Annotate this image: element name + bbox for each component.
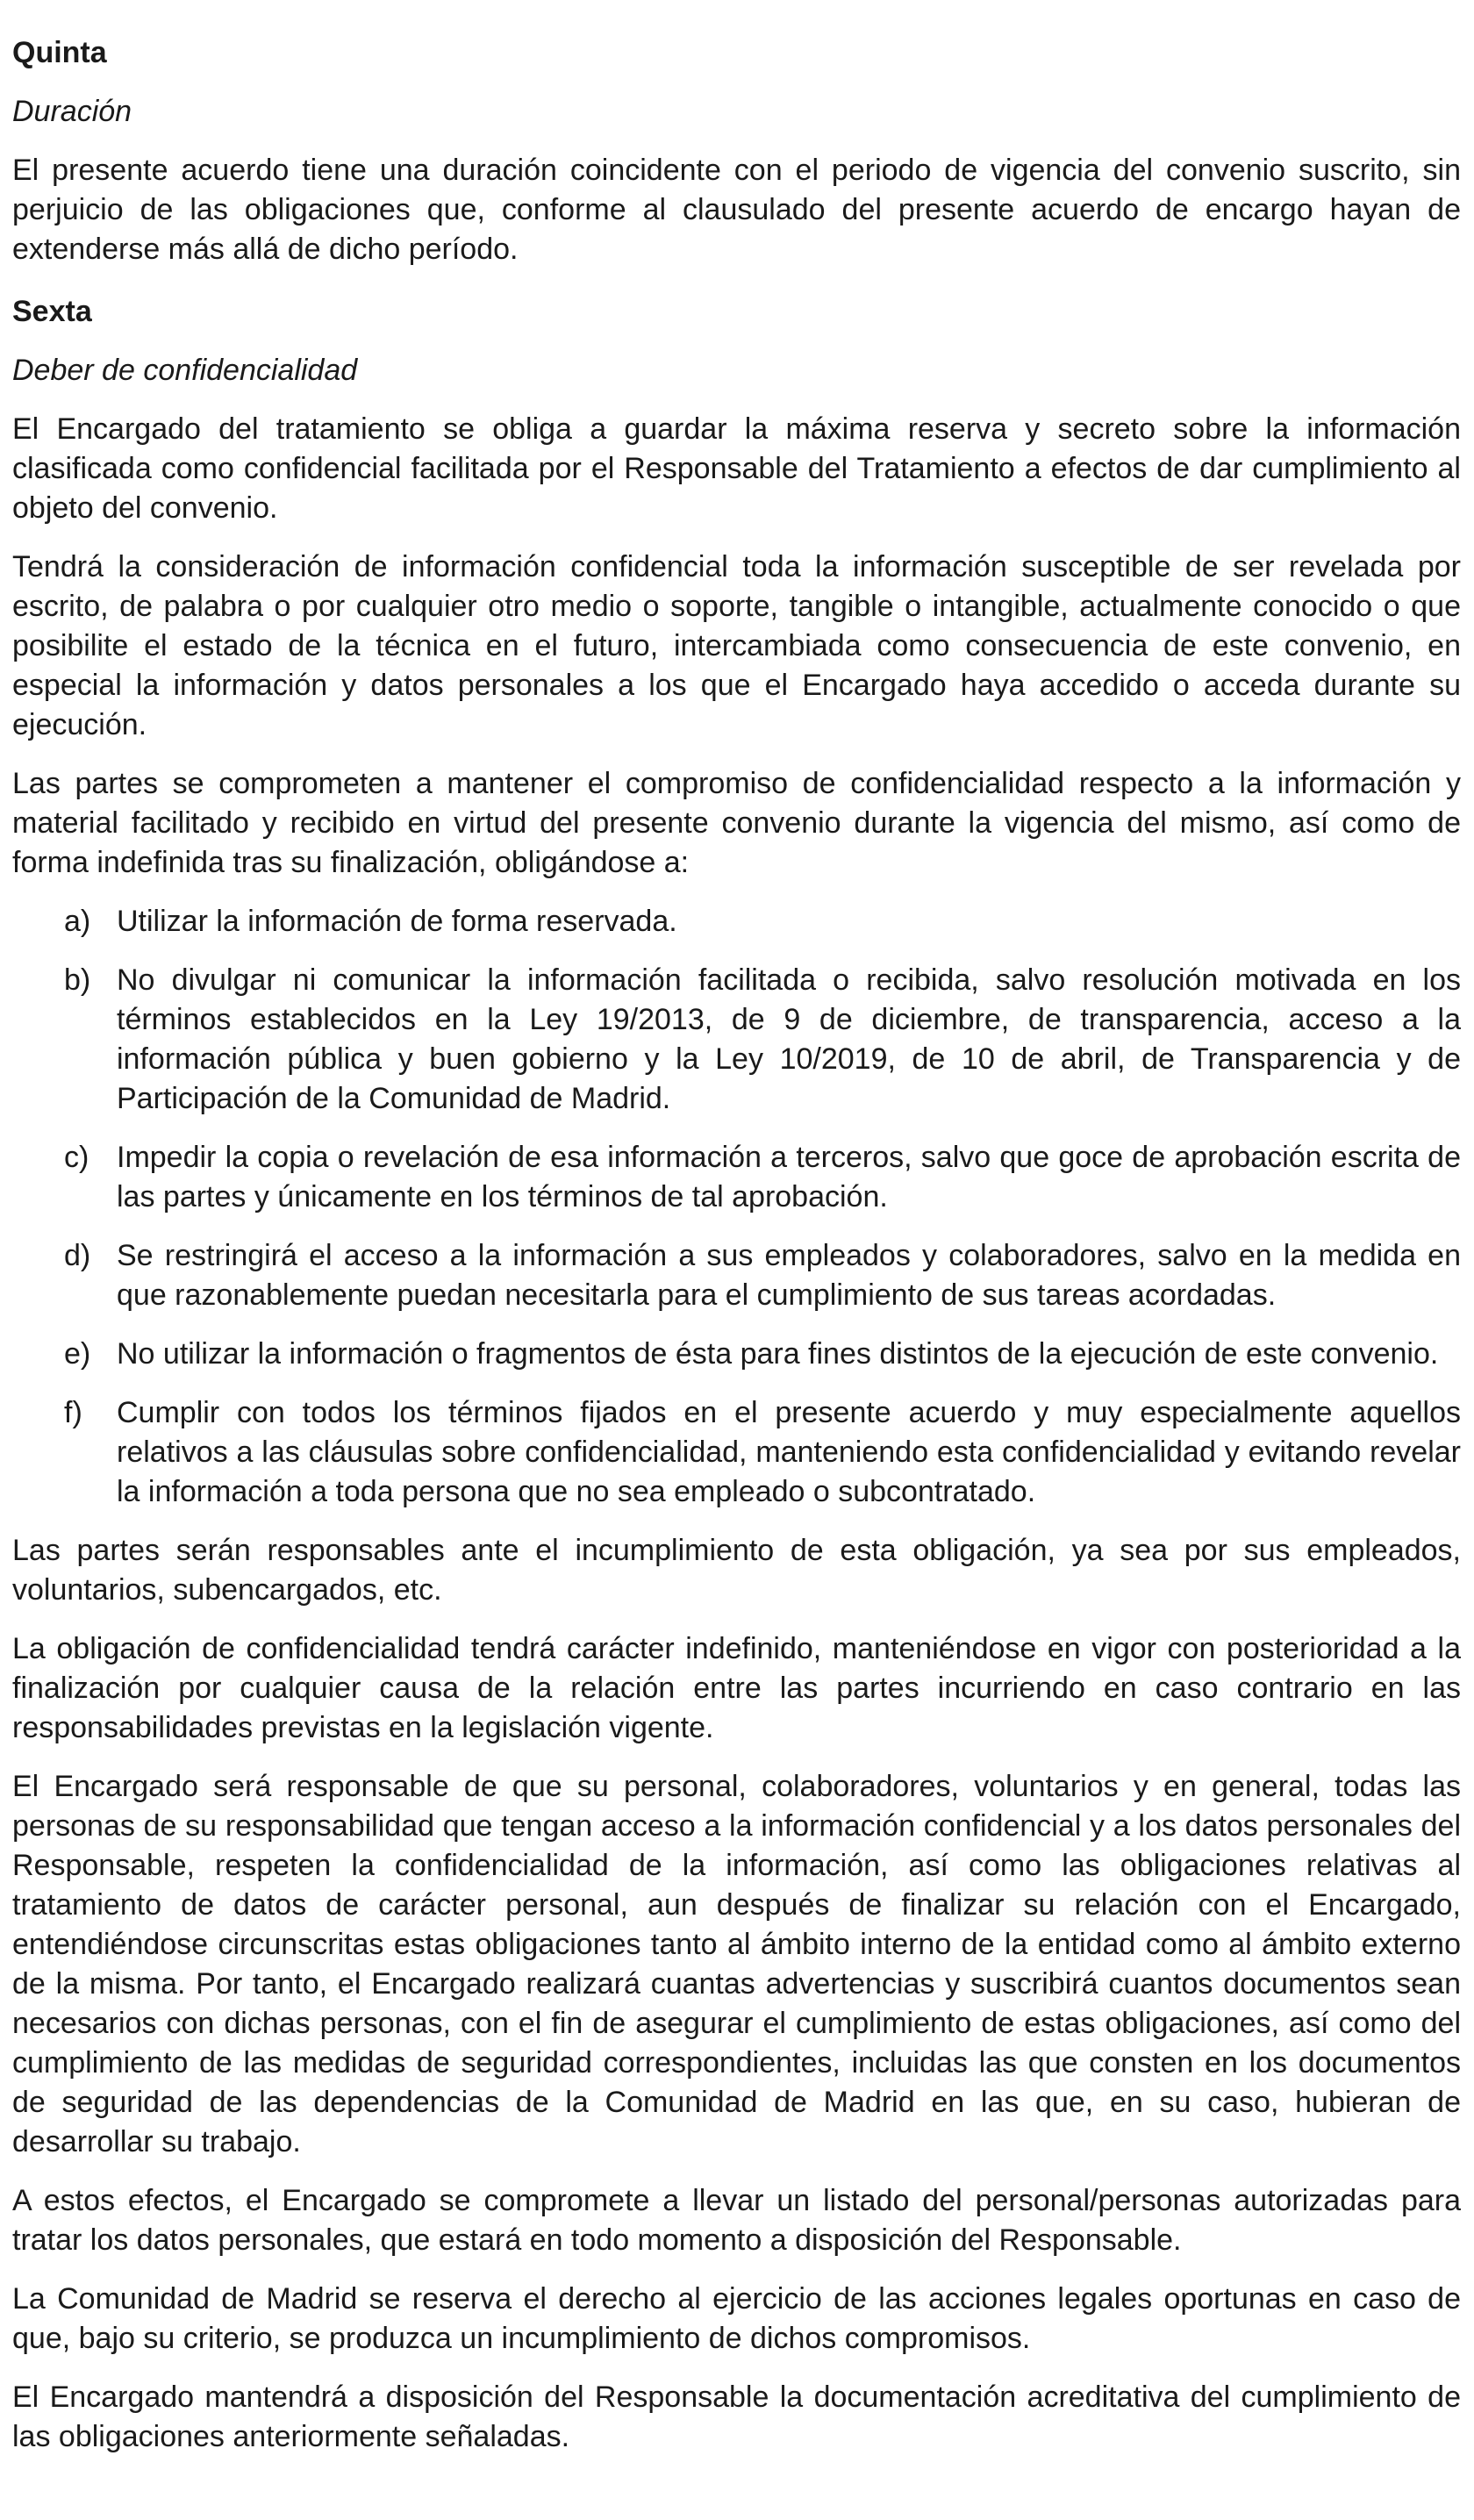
paragraph-caracter-indefinido: La obligación de confidencialidad tendrá carácter indefinido, manteniéndose en vigor con posterioridad a la finalización por cualquier causa de la relación entre las partes incurriendo en caso contrario en las responsabilidades previstas en la legislación vigente.	[12, 1632, 1461, 1744]
list-item-text: Impedir la copia o revelación de esa información a terceros, salvo que goce de aprobación escrita de las partes y únicamente en los términos de tal aprobación.	[117, 1141, 1461, 1213]
list-item-label: d)	[64, 1239, 91, 1272]
list-item-label: a)	[64, 905, 91, 938]
paragraph-compromiso-confidencialidad: Las partes se comprometen a mantener el compromiso de confidencialidad respecto a la información y material facilitado y recibido en virtud del presente convenio durante la vigencia del mismo, así como de forma indefinida tras su finalización, obligándose a:	[12, 767, 1461, 879]
list-item-label: c)	[64, 1141, 89, 1174]
paragraph-duracion: El presente acuerdo tiene una duración coincidente con el periodo de vigencia del convenio suscrito, sin perjuicio de las obligaciones que, conforme al clausulado del presente acuerdo de encargo hayan de extenderse más allá de dicho período.	[12, 154, 1461, 266]
clause-subtitle-deber-confidencialidad: Deber de confidencialidad	[12, 354, 358, 387]
paragraph-obligacion-reserva: El Encargado del tratamiento se obliga a guardar la máxima reserva y secreto sobre la información clasificada como confidencial facilitada por el Responsable del Tratamiento a efectos de dar cumplimiento al objeto del convenio.	[12, 412, 1461, 525]
paragraph-listado-personal-autorizado: A estos efectos, el Encargado se compromete a llevar un listado del personal/personas autorizadas para tratar los datos personales, que estará en todo momento a disposición del Responsable.	[12, 2184, 1461, 2257]
paragraph-responsabilidad-partes: Las partes serán responsables ante el incumplimiento de esta obligación, ya sea por sus empleados, voluntarios, subencargados, etc.	[12, 1534, 1461, 1607]
clause-subtitle-duracion: Duración	[12, 95, 132, 128]
list-item-text: Cumplir con todos los términos fijados en el presente acuerdo y muy especialmente aquellos relativos a las cláusulas sobre confidencialidad, manteniendo esta confidencialidad y evitando revelar la información a toda persona que no sea empleado o subcontratado.	[117, 1396, 1461, 1508]
paragraph-definicion-informacion-confidencial: Tendrá la consideración de información confidencial toda la información susceptible de ser revelada por escrito, de palabra o por cualquier otro medio o soporte, tangible o intangible, actualmente conocido o que posibilite el estado de la técnica en el futuro, intercambiada como consecuencia de este convenio, en especial la información y datos personales a los que el Encargado haya accedido o acceda durante su ejecución.	[12, 550, 1461, 741]
clause-heading-quinta: Quinta	[12, 36, 107, 69]
list-item-e	[12, 1335, 1461, 1374]
list-item-text: Se restringirá el acceso a la información a sus empleados y colaboradores, salvo en la medida en que razonablemente puedan necesitarla para el cumplimiento de sus tareas acordadas.	[117, 1239, 1461, 1312]
list-item-text: No utilizar la información o fragmentos de ésta para fines distintos de la ejecución de este convenio.	[117, 1337, 1439, 1371]
paragraph-documentacion-acreditativa: El Encargado mantendrá a disposición del Responsable la documentación acreditativa del cumplimiento de las obligaciones anteriormente señaladas.	[12, 2380, 1461, 2453]
list-item-text: Utilizar la información de forma reservada.	[117, 905, 677, 938]
list-item-label: f)	[64, 1396, 82, 1429]
list-item-d	[12, 1236, 1461, 1315]
list-item-b	[12, 961, 1461, 1119]
list-item-c	[12, 1138, 1461, 1217]
list-item-f	[12, 1393, 1461, 1512]
list-item-label: e)	[64, 1337, 91, 1371]
list-item-a	[12, 902, 1461, 941]
lettered-list	[12, 902, 1461, 1512]
list-item-label: b)	[64, 963, 91, 997]
paragraph-acciones-legales: La Comunidad de Madrid se reserva el derecho al ejercicio de las acciones legales oportunas en caso de que, bajo su criterio, se produzca un incumplimiento de dichos compromisos.	[12, 2282, 1461, 2355]
paragraph-responsabilidad-encargado-personal: El Encargado será responsable de que su personal, colaboradores, voluntarios y en general, todas las personas de su responsabilidad que tengan acceso a la información confidencial y a los datos personales del Responsable, respeten la confidencialidad de la información, así como las obligaciones relativas al tratamiento de datos de carácter personal, aun después de finalizar su relación con el Encargado, entendiéndose circunscritas estas obligaciones tanto al ámbito interno de la entidad como al ámbito externo de la misma. Por tanto, el Encargado realizará cuantas advertencias y suscribirá cuantos documentos sean necesarios con dichas personas, con el fin de asegurar el cumplimiento de estas obligaciones, así como del cumplimiento de las medidas de seguridad correspondientes, incluidas las que consten en los documentos de seguridad de las dependencias de la Comunidad de Madrid en las que, en su caso, hubieran de desarrollar su trabajo.	[12, 1770, 1461, 2158]
clause-heading-sexta: Sexta	[12, 295, 92, 328]
list-item-text: No divulgar ni comunicar la información facilitada o recibida, salvo resolución motivada en los términos establecidos en la Ley 19/2013, de 9 de diciembre, de transparencia, acceso a la información pública y buen gobierno y la Ley 10/2019, de 10 de abril, de Transparencia y de Participación de la Comunidad de Madrid.	[117, 963, 1461, 1115]
